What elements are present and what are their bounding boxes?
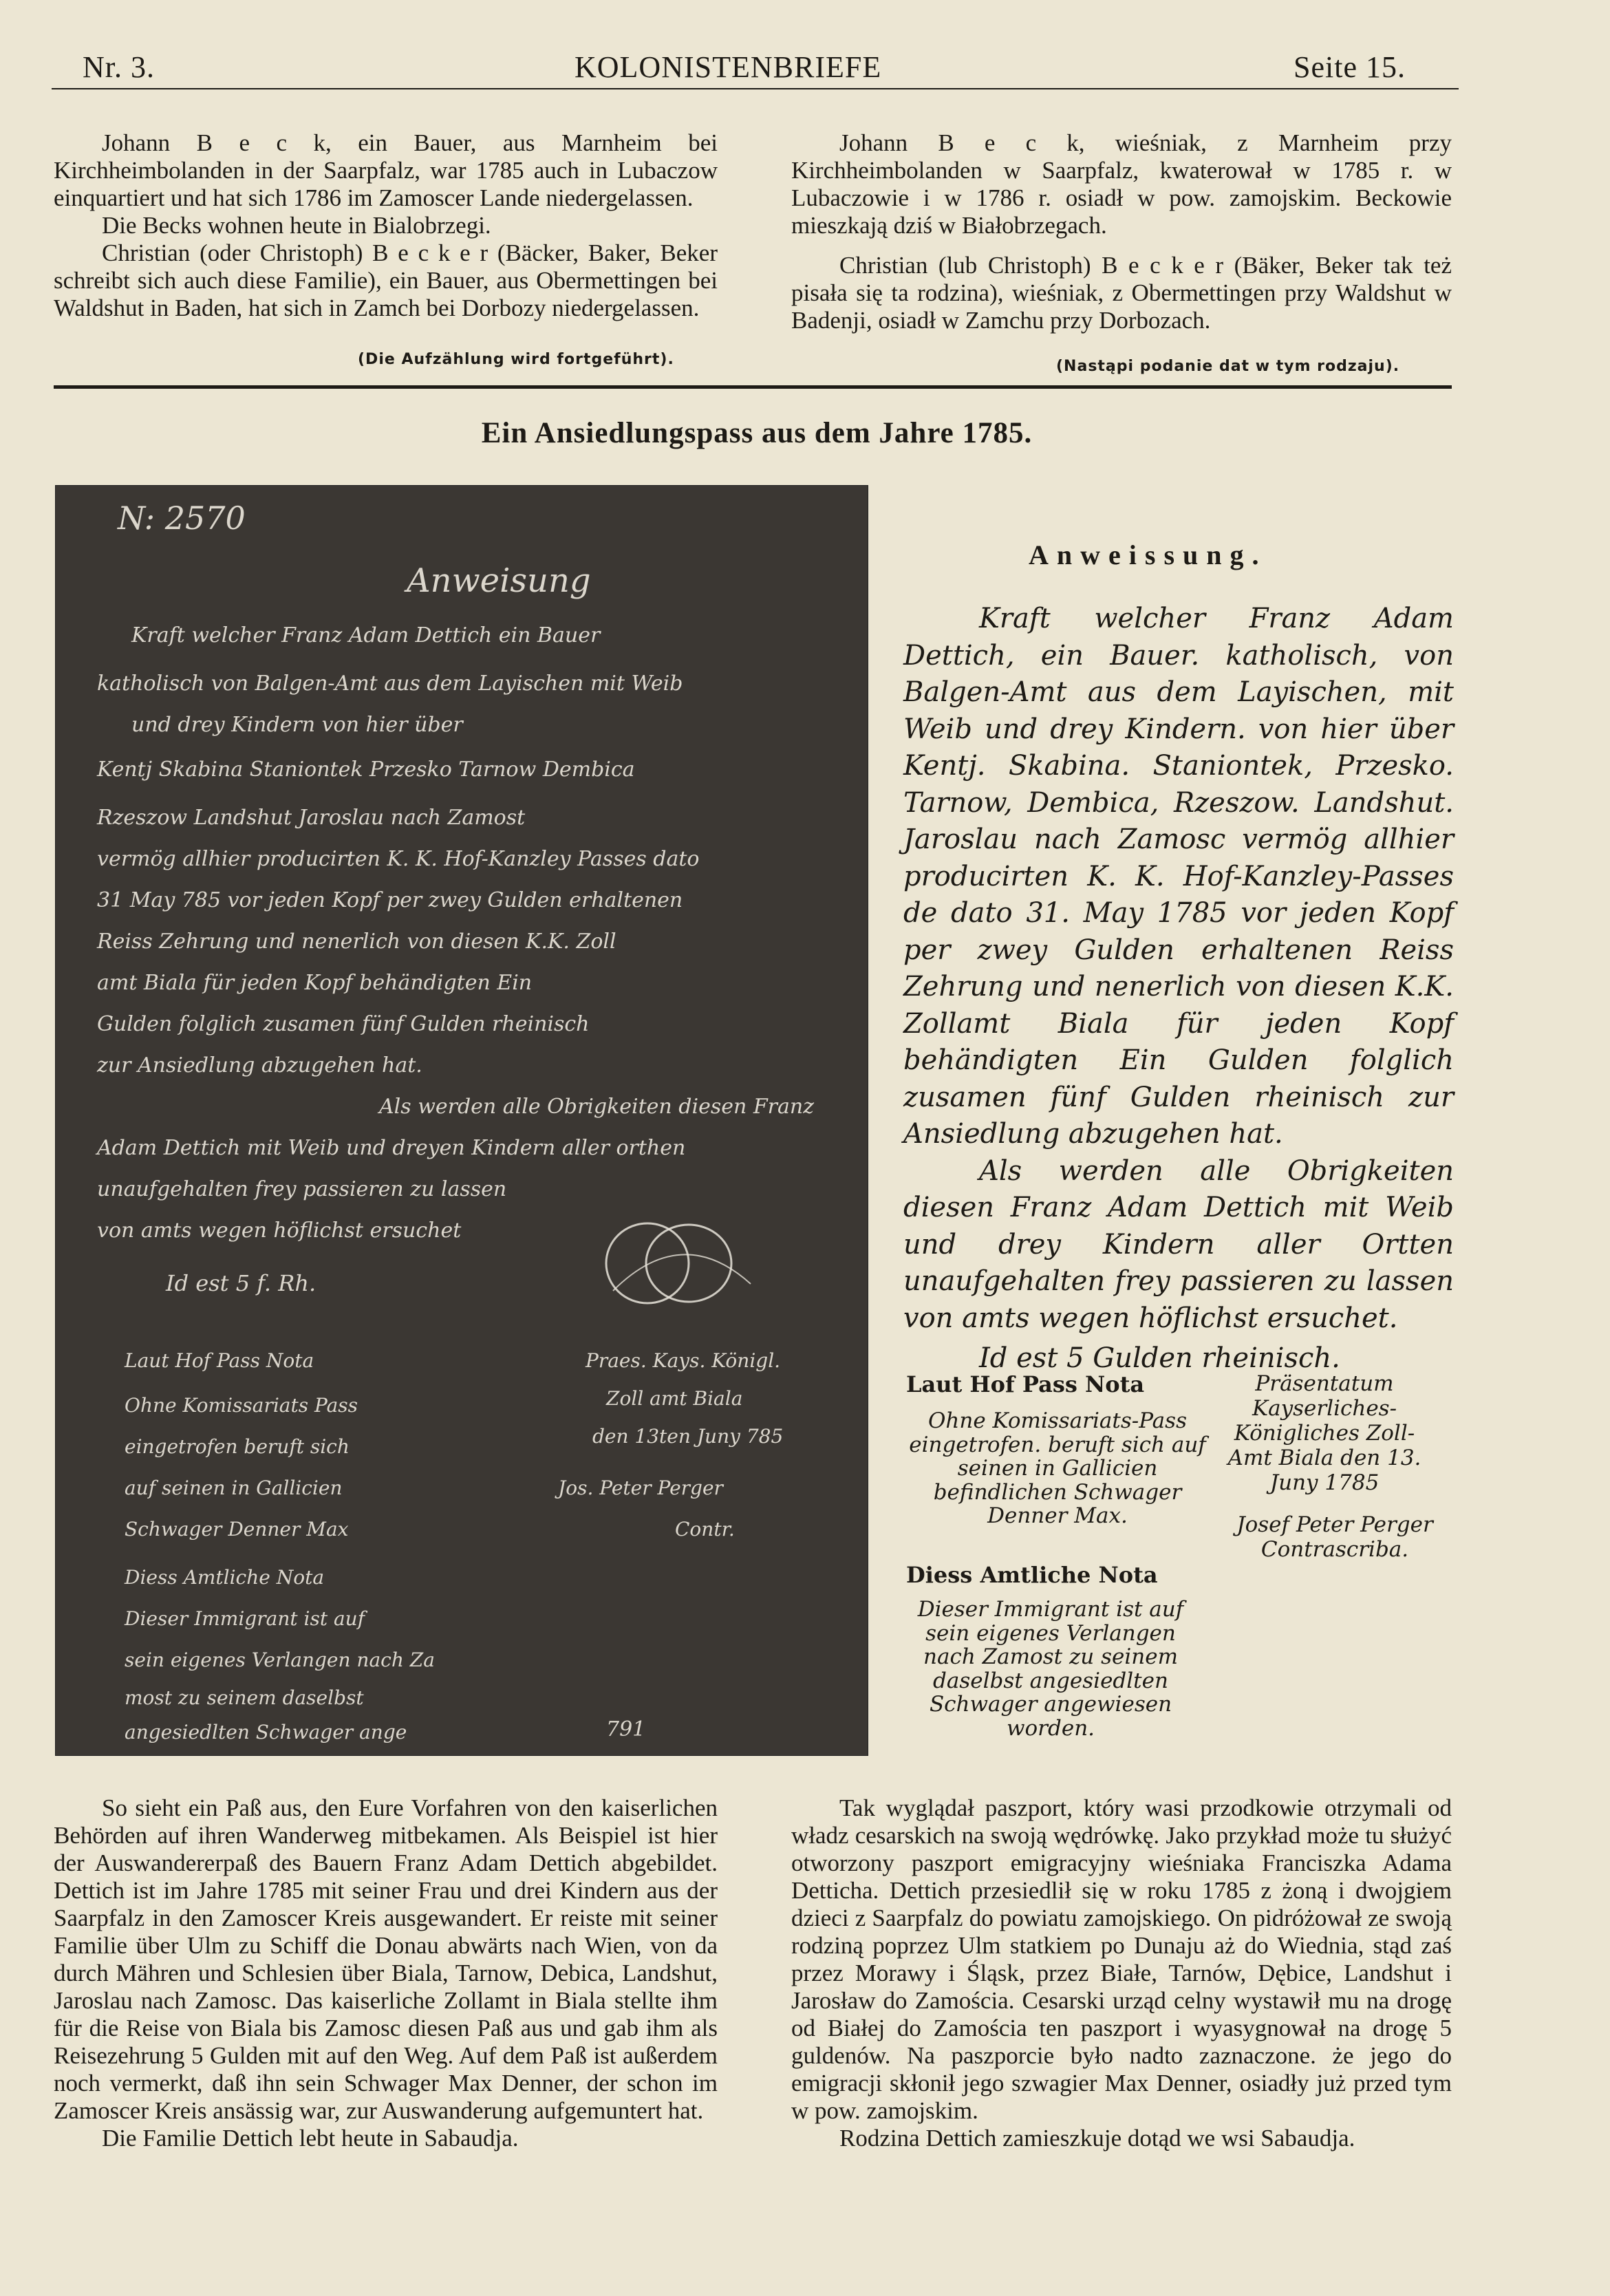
nota1-body: Ohne Komissariats-Pass eingetrofen. beruft sich auf seinen in Gallicien befindlichen Schwager Denner Max. — [909, 1408, 1206, 1528]
page-number: Seite 15. — [1294, 50, 1406, 84]
bottom-german-p2: Die Familie Dettich lebt heute in Sabaudja. — [102, 2125, 519, 2152]
header-rule — [52, 88, 1459, 89]
photo-line: sein eigenes Verlangen nach Za — [125, 1649, 435, 1671]
bottom-polish-p1: Tak wyglądał paszport, który wasi przodkowie otrzymali od władz cesarskich na swoją wędrówkę. Jako przykład może tu służyć otworzony paszport emigracyjny wieśniaka Franciszka Adama Detticha. Dettich przesiedlił się w roku 1785 z żoną i dwojgiem dzieci z Saarpfalz do powiatu zamojskiego. On pidróżował ze swoją rodziną poprzez Ulm statkiem po Dunaju aż do Wiednia, stąd zaś przez Morawy i Śląsk, przez Białe, Tarnów, Dębice, Landshut i Jarosław do Zamościa. Cesarski urząd celny wystawił mu na drogę od Białej do Zamościa ten paszport i wyasygnował na drogę 5 guldenów. Na paszporcie było nadto zaznaczone. że jego do emigracji skłonił jego szwagier Max Denner, osiadły już przed tym w pow. zamojskim. — [791, 1794, 1452, 2124]
top-german-p2: Die Becks wohnen heute in Bialobrzegi. — [102, 212, 491, 239]
photo-line: Kraft welcher Franz Adam Dettich ein Bauer — [131, 623, 601, 647]
top-german-p3: Christian (oder Christoph) B e c k e r (Bäcker, Baker, Beker schreibt sich auch diese Familie), ein Bauer, aus Obermettingen bei Waldshut in Baden, hat sich in Zamch bei Dorbozy niedergelassen. — [54, 239, 718, 321]
photo-line: Diess Amtliche Nota — [125, 1566, 325, 1589]
photo-line: 791 — [606, 1717, 646, 1741]
praesentatum-text: Präsentatum Kayserliches-Königliches Zoll-Amt Biala den 13. Juny 1785 — [1227, 1371, 1421, 1495]
photo-line: Kentj Skabina Staniontek Przesko Tarnow Dembica — [97, 758, 635, 782]
anweisung-p1: Kraft welcher Franz Adam Dettich, ein Bauer. katholisch, von Balgen-Amt aus dem Layischen, mit Weib und drey Kindern. von hier über Kentj. Skabina. Staniontek, Przesko. Tarnow, Dembica, Rzeszow. Landshut. Jaroslau nach Zamosc vermög allhier producirten K. K. Hof-Kanzley-Passes de dato 31. May 1785 vor jeden Kopf per zwey Gulden erhaltenen Reiss Zehrung und nenerlich von diesen K.K. Zollamt Biala für jeden Kopf behändigten Ein Gulden folglich zusamen fünf Gulden rheinisch zur Ansiedlung abzugehen hat. — [903, 603, 1454, 1150]
top-german-note: (Die Aufzählung wird fortgeführt). — [358, 351, 674, 368]
photo-line: 31 May 785 vor jeden Kopf per zwey Gulden erhaltenen — [97, 888, 683, 912]
photo-line: vermög allhier producirten K. K. Hof-Kanzley Passes dato — [97, 847, 700, 871]
anweisung-body — [903, 601, 1454, 1377]
bottom-polish-p2: Rodzina Dettich zamieszkuje dotąd we wsi Sabaudja. — [839, 2125, 1355, 2152]
bottom-german-p1: So sieht ein Paß aus, den Eure Vorfahren von den kaiserlichen Behörden auf ihren Wanderweg mitbekamen. Als Beispiel ist hier der Auswandererpaß des Bauern Franz Adam Dettich abgebildet. Dettich ist im Jahre 1785 mit seiner Frau und drei Kindern aus der Saarpfalz in den Zamoscer Kreis ausgewandert. Er reiste mit seiner Familie über Ulm zu Schiff die Donau abwärts nach Wien, von da durch Mähren und Schlesien über Biala, Tarnow, Debica, Landshut, Jaroslau nach Zamosc. Das kaiserliche Zollamt in Biala stellte ihm für die Reise von Biala bis Zamosc diesen Paß aus und gab ihm als Reisezehrung 5 Gulden mit auf den Weg. Auf dem Paß ist außerdem noch vermerkt, daß ihn sein Schwager Max Denner, der schon im Zamoscer Kreis ansässig war, zur Auswanderung aufgemuntert hat. — [54, 1794, 718, 2124]
photo-line: zur Ansiedlung abzugehen hat. — [97, 1053, 422, 1077]
photo-line: Adam Dettich mit Weib und dreyen Kindern aller orthen — [97, 1136, 686, 1160]
issue-number: Nr. 3. — [83, 50, 155, 84]
photo-line: Als werden alle Obrigkeiten diesen Franz — [379, 1095, 815, 1119]
photo-line: von amts wegen höflichst ersuchet — [97, 1219, 462, 1243]
bottom-german-column — [54, 1794, 718, 2152]
anweisung-p3: Id est 5 Gulden rheinisch. — [979, 1342, 1340, 1374]
anweisung-p2: Als werden alle Obrigkeiten diesen Franz Adam Dettich mit Weib und drey Kindern aller Ortten unaufgehalten frey passieren zu lassen von amts wegen höflichst ersuchet. — [903, 1155, 1454, 1334]
photo-line: Laut Hof Pass Nota — [125, 1349, 314, 1372]
photo-line: katholisch von Balgen-Amt aus dem Layischen mit Weib — [97, 672, 683, 696]
photo-line: Schwager Denner Max — [125, 1518, 349, 1541]
photo-line: most zu seinem daselbst — [125, 1686, 364, 1709]
nota2-heading: Diess Amtliche Nota — [906, 1562, 1158, 1588]
journal-title: KOLONISTENBRIEFE — [575, 50, 882, 84]
photo-line: Praes. Kays. Königl. — [586, 1349, 781, 1372]
photo-line: Gulden folglich zusamen fünf Gulden rheinisch — [97, 1012, 590, 1036]
top-german-p1: Johann B e c k, ein Bauer, aus Marnheim bei Kirchheimbolanden in der Saarpfalz, war 1785 auch in Lubaczow einquartiert und hat sich 1786 im Zamoscer Lande niedergelassen. — [54, 129, 718, 211]
praesentatum-signature: Josef Peter Perger Contrascriba. — [1236, 1512, 1433, 1562]
photo-line: amt Biala für jeden Kopf behändigten Ein — [97, 971, 533, 995]
photo-line: Jos. Peter Perger — [558, 1477, 723, 1499]
seal-flourish — [599, 1208, 764, 1318]
photo-line: Rzeszow Landshut Jaroslau nach Zamost — [97, 806, 526, 830]
photo-line: Reiss Zehrung und nenerlich von diesen K.K. Zoll — [97, 930, 616, 954]
section-title: Ein Ansiedlungspass aus dem Jahre 1785. — [481, 417, 1033, 449]
photo-line: Zoll amt Biala — [606, 1387, 743, 1410]
photo-line: Dieser Immigrant ist auf — [125, 1607, 365, 1630]
nota1-heading: Laut Hof Pass Nota — [906, 1371, 1145, 1397]
anweisung-title: Anweissung. — [1029, 539, 1267, 570]
top-german-column — [54, 129, 718, 322]
top-polish-column — [791, 129, 1452, 334]
photo-line: Contr. — [675, 1518, 735, 1541]
section-rule — [54, 385, 1452, 389]
photo-line: Ohne Komissariats Pass — [125, 1394, 358, 1417]
top-polish-p1: Johann B e c k, wieśniak, z Marnheim przy Kirchheimbolanden w Saarpfalz, kwaterował w 1785 r. w Lubaczowie i w 1786 r. osiadł w pow. zamojskim. Beckowie mieszkają dziś w Białobrzegach. — [791, 129, 1452, 239]
photo-line: Id est 5 f. Rh. — [166, 1270, 316, 1296]
top-polish-p2: Christian (lub Christoph) B e c k e r (Bäker, Beker tak też pisała się ta rodzina), wieśniak, z Obermettingen przy Waldshut w Badenji, osiadł w Zamchu przy Dorbozach. — [791, 252, 1452, 334]
photo-line: und drey Kindern von hier über — [131, 713, 463, 737]
photo-line: angesiedlten Schwager ange — [125, 1721, 407, 1744]
top-polish-note: (Nastąpi podanie dat w tym rodzaju). — [1056, 358, 1400, 375]
nota2-body: Dieser Immigrant ist auf sein eigenes Verlangen nach Zamost zu seinem daselbst angesiedlten Schwager angewiesen worden. — [917, 1597, 1184, 1741]
photo-line: den 13ten Juny 785 — [592, 1425, 784, 1448]
photo-line: auf seinen in Gallicien — [125, 1477, 343, 1499]
photo-line: unaufgehalten frey passieren zu lassen — [97, 1177, 507, 1201]
photo-line: N: 2570 — [118, 500, 246, 537]
photo-line: Anweisung — [407, 561, 591, 600]
bottom-polish-column — [791, 1794, 1452, 2152]
photo-line: eingetrofen beruft sich — [125, 1435, 350, 1458]
passport-photo — [55, 485, 868, 1756]
